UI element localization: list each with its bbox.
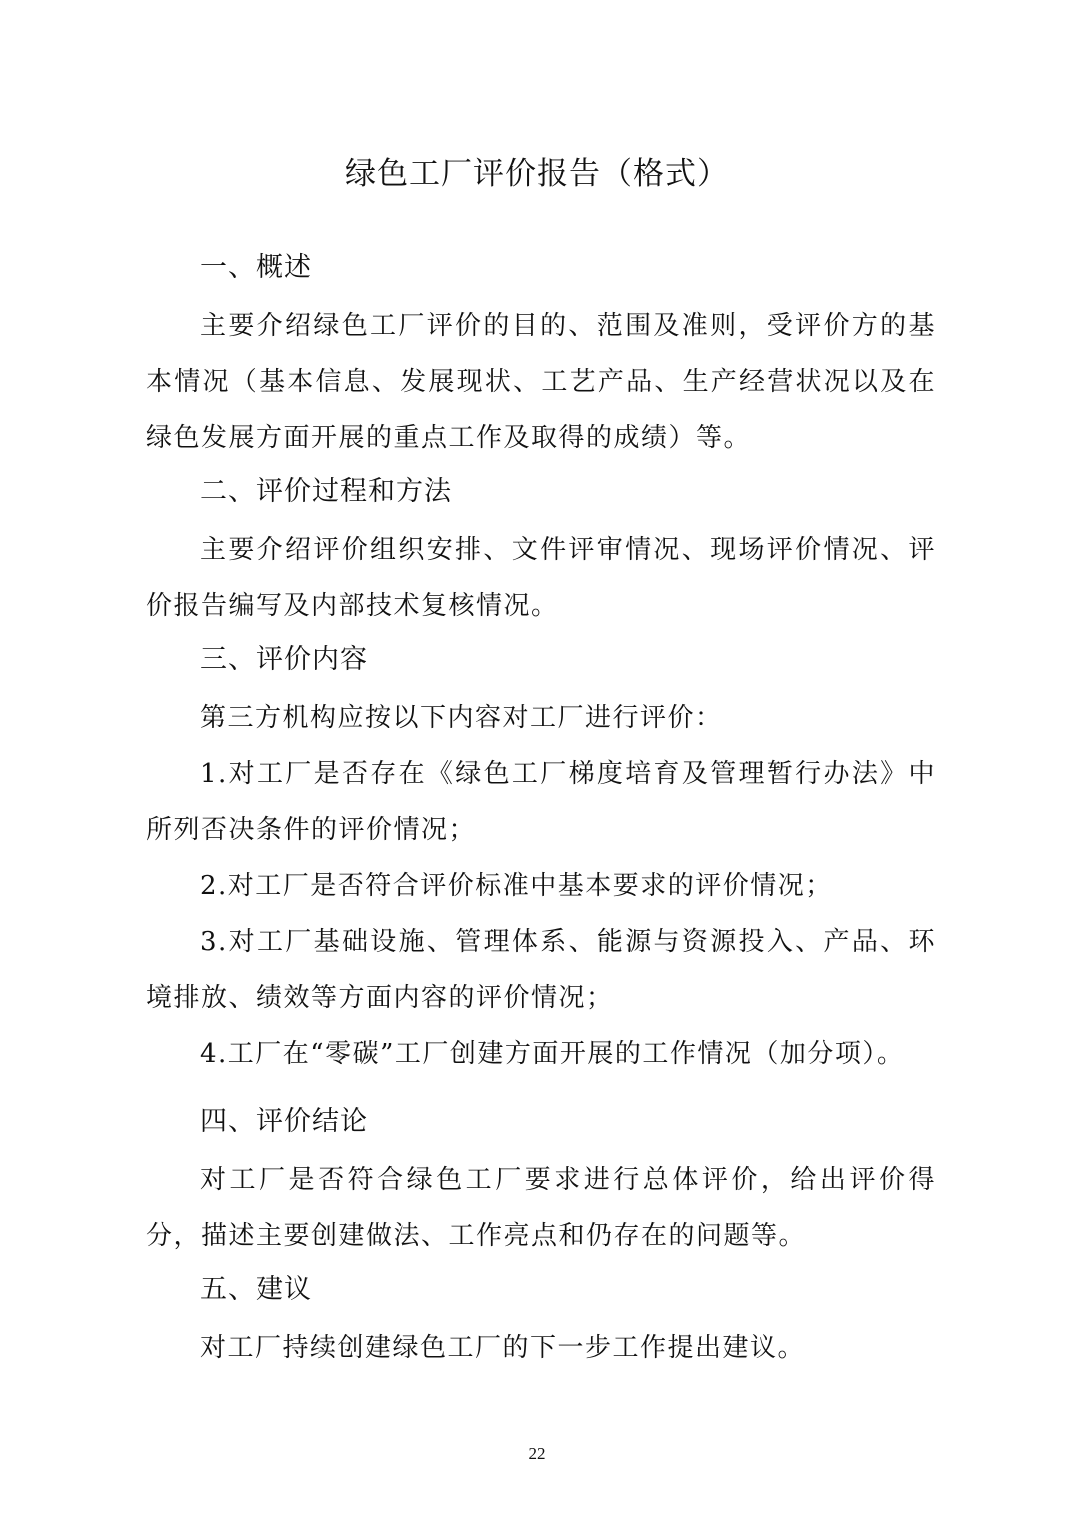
document-title: 绿色工厂评价报告（格式）	[345, 156, 729, 192]
section-heading-overview: 一、概述	[200, 252, 312, 283]
section-heading-process: 二、评价过程和方法	[200, 476, 452, 507]
section-paragraph: 主要介绍评价组织安排、文件评审情况、现场评价情况、评价报告编写及内部技术复核情况。	[146, 535, 936, 621]
section-heading-content: 三、评价内容	[200, 644, 368, 675]
page-number: 22	[528, 1444, 546, 1463]
section-heading-conclusion: 四、评价结论	[200, 1106, 368, 1137]
section-paragraph: 主要介绍绿色工厂评价的目的、范围及准则，受评价方的基本情况（基本信息、发展现状、工艺产品、生产经营状况以及在绿色发展方面开展的重点工作及取得的成绩）等。	[146, 311, 936, 453]
list-item: 3.对工厂基础设施、管理体系、能源与资源投入、产品、环境排放、绩效等方面内容的评价情况；	[146, 927, 936, 1013]
section-paragraph: 第三方机构应按以下内容对工厂进行评价：	[200, 703, 723, 733]
list-item: 4.工厂在“零碳”工厂创建方面开展的工作情况（加分项）。	[200, 1039, 905, 1069]
list-item: 2.对工厂是否符合评价标准中基本要求的评价情况；	[200, 871, 833, 901]
section-paragraph: 对工厂持续创建绿色工厂的下一步工作提出建议。	[200, 1333, 806, 1363]
list-item: 1.对工厂是否存在《绿色工厂梯度培育及管理暂行办法》中所列否决条件的评价情况；	[146, 759, 936, 845]
section-paragraph: 对工厂是否符合绿色工厂要求进行总体评价，给出评价得分，描述主要创建做法、工作亮点和仍存在的问题等。	[146, 1165, 936, 1251]
section-heading-suggestions: 五、建议	[200, 1274, 312, 1305]
